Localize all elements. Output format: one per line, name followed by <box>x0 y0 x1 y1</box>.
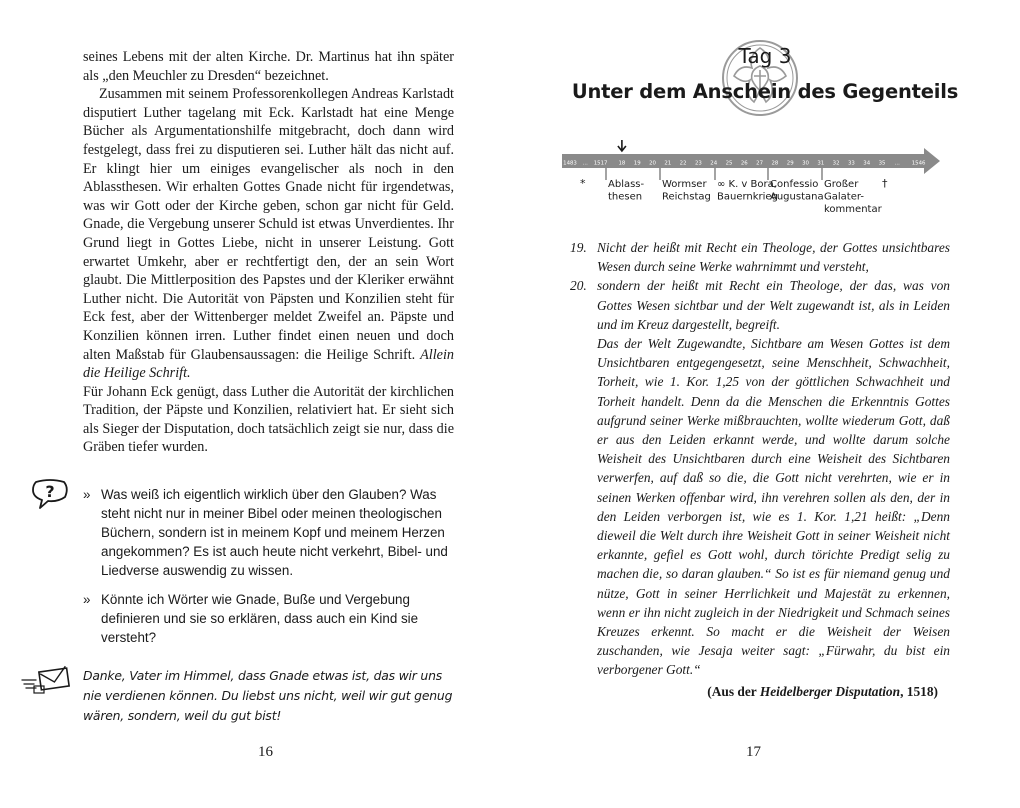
timeline-event-symbol: * <box>580 177 586 190</box>
timeline-year-label: 20 <box>649 160 656 167</box>
disputation-quote <box>570 238 950 701</box>
thesis-item <box>570 276 950 679</box>
timeline-year-label: 21 <box>664 160 672 167</box>
thesis-number: 19. <box>570 240 587 255</box>
chapter-title: Unter dem Anschein des Gegenteils <box>571 80 959 103</box>
svg-text:?: ? <box>45 482 55 501</box>
envelope-icon <box>20 664 72 698</box>
emphasis-text: Allein die Heilige Schrift. <box>83 346 455 382</box>
page-number: 16 <box>258 744 273 760</box>
timeline-event-label: Ablass- <box>608 179 645 190</box>
timeline-year-label: 22 <box>679 160 687 167</box>
current-year-arrow-icon <box>618 140 626 151</box>
timeline-event-label: Galater- <box>824 191 864 203</box>
question-marker: » <box>83 592 91 607</box>
timeline-event-label: Großer <box>824 179 859 190</box>
paragraph: Für Johann Eck genügt, dass Luther die Autorität der kirchlichen Tradition, der Päpste und Konzilien, relativiert hat. Er sieht sich als Sieger der Disputation, doch tatsächlich zeigt sie nur, dass die Gräben tiefer wurden. <box>83 383 454 456</box>
timeline-event-label: Bauernkrieg <box>717 191 778 203</box>
thesis-text: Nicht der heißt mit Recht ein Theologe, der Gottes unsichtbares Wesen durch seine Werke wahrnimmt und versteht, <box>597 240 950 275</box>
timeline-event-label: Reichstag <box>662 191 711 203</box>
page-number: 17 <box>746 744 761 760</box>
timeline-year-label: 34 <box>863 160 871 167</box>
timeline-year-label: 27 <box>756 160 764 167</box>
timeline-year-label: 32 <box>832 160 840 167</box>
question-item <box>83 485 454 580</box>
timeline-year-label: 18 <box>618 160 626 167</box>
timeline-year-label: ... <box>582 160 588 167</box>
timeline-event-label: thesen <box>608 191 643 203</box>
timeline-year-label: 26 <box>740 160 748 167</box>
timeline-year-label: 29 <box>786 160 794 167</box>
source-citation: (Aus der Heidelberger Disputation, 1518) <box>707 683 938 699</box>
timeline-year-label: 19 <box>633 160 641 167</box>
timeline-year-label: 30 <box>802 160 809 167</box>
timeline-year-label: 33 <box>847 160 855 167</box>
timeline-event-symbol: † <box>882 177 888 190</box>
paragraph: seines Lebens mit der alten Kirche. Dr. Martinus hat ihn später als „den Meuchler zu Dresden“ bezeichnet. <box>83 49 454 84</box>
timeline-year-label: 23 <box>694 160 702 167</box>
question-text: Was weiß ich eigentlich wirklich über den Glauben? Was steht nicht nur in meiner Bibel oder meinen theologischen Büchern, sondern ist in meinem Kopf und meinem Herzen angekommen? Es ist auch heute nicht verkehrt, Bibel- und Liedverse auswendig zu wissen. <box>101 487 448 578</box>
timeline-year-label: 1483 <box>563 160 577 167</box>
reflection-questions <box>83 485 454 657</box>
commentary-text: Das der Welt Zugewandte, Sichtbare am Wesen Gottes ist dem Unsichtbaren entgegengesetzt, seine Menschheit, Schwachheit, Torheit, wie 1. Kor. 1,25 von der göttlichen Schwachheit und Torheit handelt. Denn da die Menschen die Erkenntnis Gottes aufgrund seiner Werke mißbrauchten, wollte wiederum Gott, daß er aus den Leiden erkannt werde, und wollte darum solche Weisheit des Unsichtbaren durch eine Weisheit des Sichtbaren verwerfen, auf daß so die, die Gott nicht verehrten, wie er in seinen Werken offenbar wird, ihn verehren sollen als den, der in den Leiden verborgen ist, wie es 1. Kor. 1,21 heißt: „Denn dieweil die Welt durch ihre Weisheit Gott in seiner Weisheit nicht erkannte, gefiel es Gott wohl, durch törichte Predigt selig zu machen die, so daran glauben.“ So ist es für niemand genug und nütze, Gott in seiner Herrlichkeit und Majestät zu erkennen, wenn er ihn nicht zugleich in der Niedrigkeit und Schmach seines Kreuzes erkennt. So macht er die Weisheit der Weisen zuschanden, wie Jesaja weiter sagt: „Fürwahr, du bist ein verborgener Gott.“ <box>597 336 950 678</box>
day-label: Tag 3 <box>738 44 792 68</box>
timeline-year-label: 25 <box>725 160 733 167</box>
thesis-text: sondern der heißt mit Recht ein Theologe, der das, was von Gottes Wesen sichtbar und der Welt zugewandt ist, als in Leiden und im Kreuz dargestellt, begreift. <box>597 278 950 332</box>
timeline-event-label: kommentar <box>824 204 882 215</box>
body-text <box>83 48 454 457</box>
timeline-event-label: Confessio <box>770 179 819 190</box>
question-marker: » <box>83 487 91 502</box>
paragraph: Zusammen mit seinem Professorenkollegen Andreas Karlstadt disputiert Luther tagelang mit Eck. Karlstadt hat eine Menge Bücher als Argumentationshilfe mitgebracht, doch dann wird festgelegt, dass frei zu disputieren sei. Luther hält das nicht auf. Er klingt hier um einiges evangelischer als noch in den Ablassthesen. Wir erhalten Gottes Gnade nicht für irgendetwas, was wir Gott oder der Kirche geben, schon gar nicht für Geld. Gnade, die Vergebung unserer Schuld ist etwas Unverdientes. Ihr Grund liegt in Gottes Liebe, nicht in unserer Leistung. Gott erwartet Umkehr, aber er rechtfertigt den, der an sein Wort glaubt. Die Mittlerposition des Papstes und der Kleriker erwähnt Luther nicht. Die Autorität von Päpsten und Konzilien steht für Eck fest, aber der Wittenberger meldet Zweifel an. Päpste und Konzilien können irren. Luther findet einen neuen und doch alten Maßstab für Glaubensaussagen: die Heilige Schrift. Allein die Heilige Schrift. <box>83 86 455 382</box>
question-item <box>83 590 454 647</box>
timeline-event-label: Wormser <box>662 179 707 190</box>
right-page <box>510 0 1020 808</box>
timeline-year-label: ... <box>894 160 900 167</box>
timeline-year-label: 35 <box>878 160 886 167</box>
timeline-event-label: Augustana <box>770 191 824 203</box>
question-text: Könnte ich Wörter wie Gnade, Buße und Vergebung definieren und sie so erklären, dass auch ein Kind sie versteht? <box>101 592 419 645</box>
prayer-text: Danke, Vater im Himmel, dass Gnade etwas ist, das wir uns nie verdienen können. Du liebst uns nicht, weil wir gut genug wären, sondern, weil du gut bist! <box>83 668 453 723</box>
timeline <box>562 140 942 220</box>
speech-bubble-question-icon <box>30 478 70 512</box>
timeline-year-label: 24 <box>710 160 718 167</box>
thesis-item <box>570 238 950 276</box>
timeline-year-label: 28 <box>771 160 779 167</box>
timeline-event-label: ∞ K. v Bora, <box>717 179 777 190</box>
thesis-number: 20. <box>570 278 587 294</box>
source-title: Heidelberger Disputation <box>759 683 901 699</box>
timeline-year-label: 1546 <box>911 160 926 167</box>
timeline-year-label: 1517 <box>593 160 608 167</box>
timeline-year-label: 31 <box>817 160 825 167</box>
